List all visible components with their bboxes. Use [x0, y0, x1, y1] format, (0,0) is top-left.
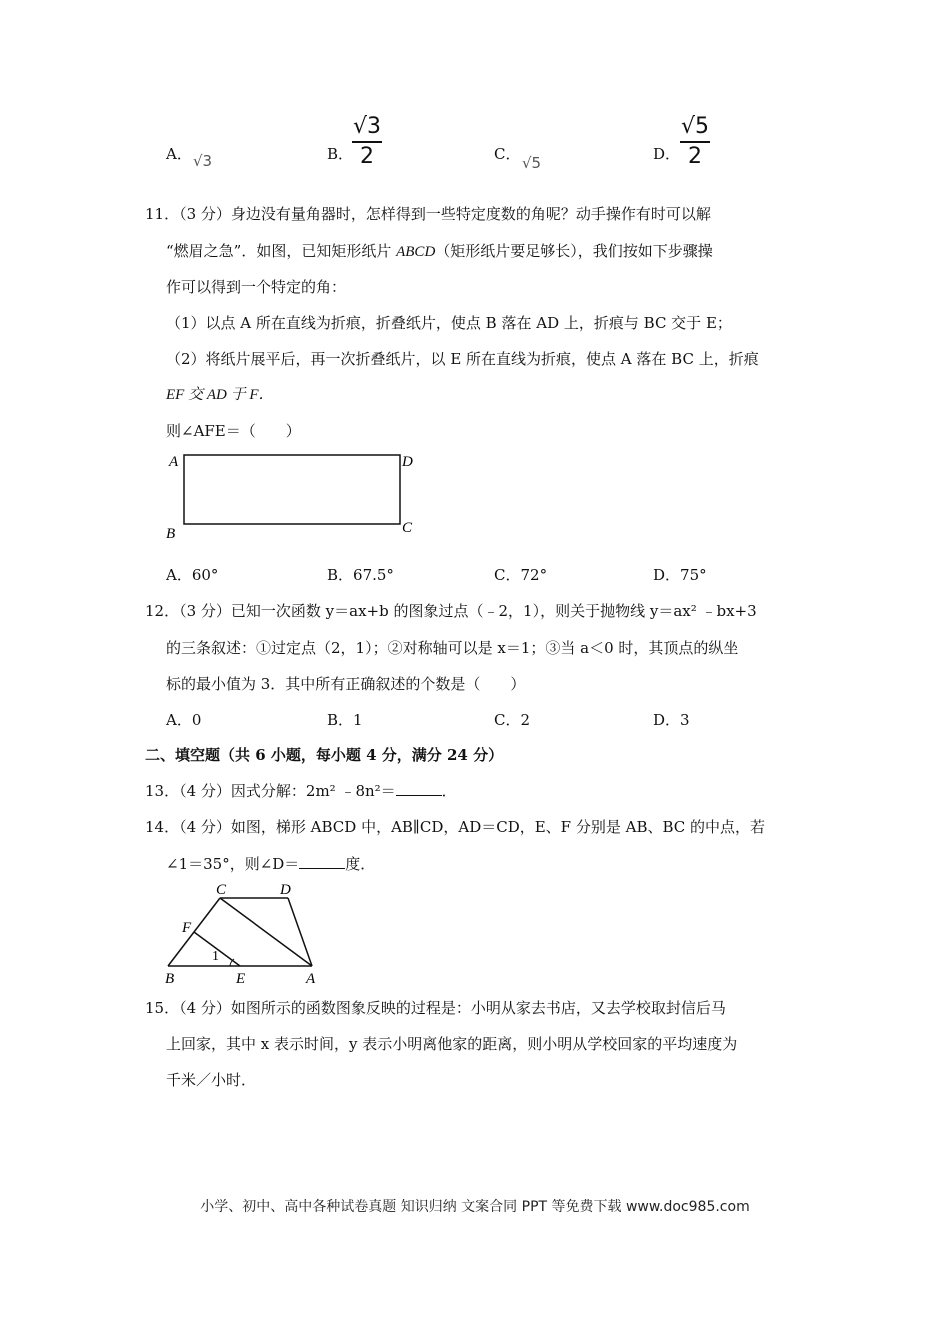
q14-line-2 [166, 854, 375, 874]
q11-option-a: A．60° [166, 566, 219, 584]
q12-option-d: D．3 [653, 711, 690, 729]
q13-text: 13．（4 分）因式分解：2m² ﹣8n²＝ [145, 782, 396, 800]
rectangle-figure [160, 446, 430, 546]
q11-line-1: 11．（3 分）身边没有量角器时，怎样得到一些特定度数的角呢？动手操作有时可以解 [145, 205, 711, 223]
q10-option-b-denominator: 2 [360, 144, 374, 169]
q11-step-2a: （2）将纸片展平后，再一次折叠纸片，以 E 所在直线为折痕，使点 A 落在 BC 上，折痕 [166, 350, 759, 368]
q12-line-3: 标的最小值为 3．其中所有正确叙述的个数是（ ） [166, 675, 526, 693]
q12-line-2: 的三条叙述：①过定点（2，1）；②对称轴可以是 x＝1；③当 a＜0 时，其顶点的纵坐 [166, 639, 739, 657]
q15-line-1: 15．（4 分）如图所示的函数图象反映的过程是：小明从家去书店，又去学校取封信后马 [145, 999, 726, 1017]
q11-line-2-pre: “燃眉之急”．如图，已知矩形纸片 [166, 242, 397, 260]
q11-step-1: （1）以点 A 所在直线为折痕，折叠纸片，使点 B 落在 AD 上，折痕与 BC 交于 E； [166, 314, 732, 332]
trap-label-b: B [165, 971, 175, 987]
trap-label-a: A [306, 971, 316, 987]
trap-label-e: E [236, 971, 246, 987]
q12-line-1: 12．（3 分）已知一次函数 y＝ax+b 的图象过点（﹣2，1），则关于抛物线 y＝ax² ﹣bx+3 [145, 602, 757, 620]
trap-label-d: D [280, 882, 291, 898]
q12-option-a: A．0 [166, 711, 202, 729]
q15-line-2: 上回家，其中 x 表示时间，y 表示小明离他家的距离，则小明从学校回家的平均速度为 [166, 1035, 738, 1053]
q11-option-d: D．75° [653, 566, 707, 584]
q10-option-c-value: √5 [522, 154, 542, 172]
trap-label-angle-1: 1 [212, 949, 219, 964]
trapezoid-figure [160, 880, 330, 990]
q11-line-2-post: （矩形纸片要足够长），我们按如下步骤操 [435, 242, 713, 260]
q10-option-d-fraction [680, 114, 710, 170]
q10-option-c-label: C． [494, 145, 521, 163]
q11-option-c: C．72° [494, 566, 548, 584]
trap-label-c: C [216, 882, 227, 898]
q13-answer-blank [396, 781, 442, 796]
q14-line-1: 14．（4 分）如图，梯形 ABCD 中，AB∥CD，AD＝CD，E、F 分别是 AB、BC 的中点，若 [145, 818, 766, 836]
question-13 [145, 781, 457, 801]
q11-line-2-rect-name: ABCD [396, 244, 436, 260]
q10-option-d-denominator: 2 [688, 144, 702, 169]
q10-option-d-label: D． [653, 145, 681, 163]
q10-option-b-fraction [352, 114, 382, 170]
q11-option-b: B．67.5° [327, 566, 394, 584]
q10-option-a-label: A． [166, 145, 192, 163]
rectangle-abcd [184, 455, 400, 524]
segment-ca [220, 898, 312, 966]
q10-option-d-numerator: √5 [680, 114, 709, 139]
rect-label-d: D [402, 454, 413, 470]
q15-line-3: 千米／小时． [166, 1071, 257, 1089]
q12-option-c: C．2 [494, 711, 531, 729]
segment-da [288, 898, 312, 966]
q11-line-3: 作可以得到一个特定的角： [166, 278, 347, 296]
rect-label-c: C [402, 520, 413, 536]
q10-option-a-value: √3 [193, 152, 213, 170]
q10-option-b-label: B． [327, 145, 354, 163]
q14-line-2-text: ∠1＝35°，则∠D＝ [166, 855, 300, 873]
page-footer: 小学、初中、高中各种试卷真题 知识归纳 文案合同 PPT 等免费下载 www.doc985.com [200, 1199, 750, 1215]
q11-line-2 [166, 241, 713, 262]
q13-end: ． [441, 782, 457, 800]
q11-ask: 则∠AFE＝（ ） [166, 422, 301, 440]
section-2-heading: 二、填空题（共 6 小题，每小题 4 分，满分 24 分） [145, 746, 504, 764]
q12-option-b: B．1 [327, 711, 363, 729]
q11-step-2b: EF 交 AD 于 F． [166, 387, 274, 403]
q10-option-b-numerator: √3 [352, 114, 381, 139]
rect-label-b: B [166, 526, 176, 542]
trap-label-f: F [182, 920, 192, 936]
rect-label-a: A [169, 454, 179, 470]
fraction-bar [352, 141, 382, 143]
q14-line-2-end: 度． [345, 855, 376, 873]
q14-answer-blank [299, 854, 345, 869]
fraction-bar [680, 141, 710, 143]
